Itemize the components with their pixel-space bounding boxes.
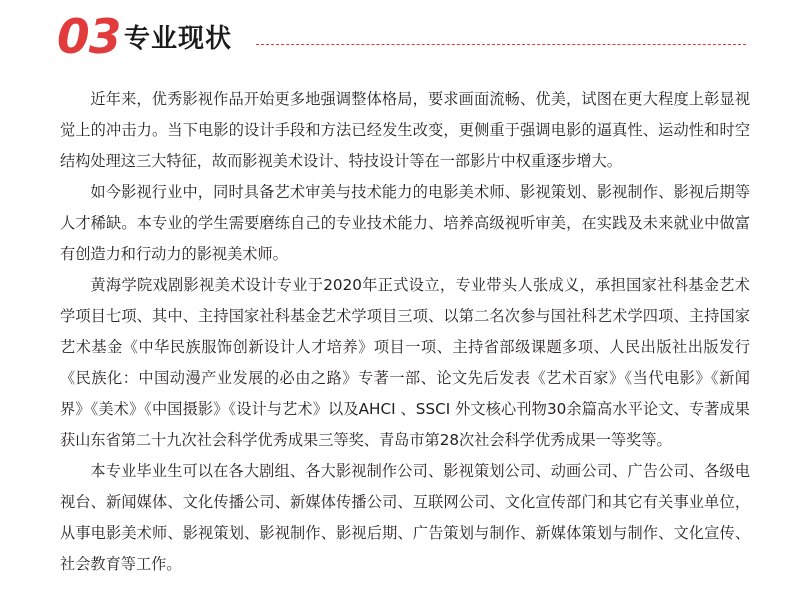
paragraph: 近年来，优秀影视作品开始更多地强调整体格局，要求画面流畅、优美，试图在更大程度上彰显视觉上的冲击力。当下电影的设计手段和方法已经发生改变，更侧重于强调电影的逼真性、运动性和时空结构处理这三大特征，故而影视美术设计、特技设计等在一部影片中权重逐步增大。 [60,90,750,170]
section-number: 03 [57,10,121,65]
paragraph: 黄海学院戏剧影视美术设计专业于2020年正式设立，专业带头人张成义，承担国家社科基金艺术学项目七项、其中、主持国家社科基金艺术学项目三项、以第二名次参与国社科艺术学四项、主持国家艺术基金《中华民族服饰创新设计人才培养》项目一项、主持省部级课题多项、人民出版社出版发行《民族化：中国动漫产业发展的必由之路》专著一部、论文先后发表《艺术百家》《当代电影》《新闻界》《美术》《中国摄影》《设计与艺术》以及AHCI 、SSCI 外文核心刊物30余篇高水平论文、专著成果获山东省第二十九次社会科学优秀成果三等奖、青岛市第28次社会科学优秀成果一等奖等。 [60,276,750,449]
paragraph: 本专业毕业生可以在各大剧组、各大影视制作公司、影视策划公司、动画公司、广告公司、各级电视台、新闻媒体、文化传播公司、新媒体传播公司、互联网公司、文化宣传部门和其它有关事业单位，从事电影美术师、影视策划、影视制作、影视后期、广告策划与制作、新媒体策划与制作、文化宣传、社会教育等工作。 [60,462,750,573]
body-content [60,84,750,580]
page-title: 专业现状 [124,24,233,54]
paragraph: 如今影视行业中，同时具备艺术审美与技术能力的电影美术师、影视策划、影视制作、影视后期等人才稀缺。本专业的学生需要磨练自己的专业技术能力、培养高级视听审美，在实践及未来就业中做富有创造力和行动力的影视美术师。 [60,183,750,263]
header-divider [256,44,746,45]
section-header [0,0,801,78]
